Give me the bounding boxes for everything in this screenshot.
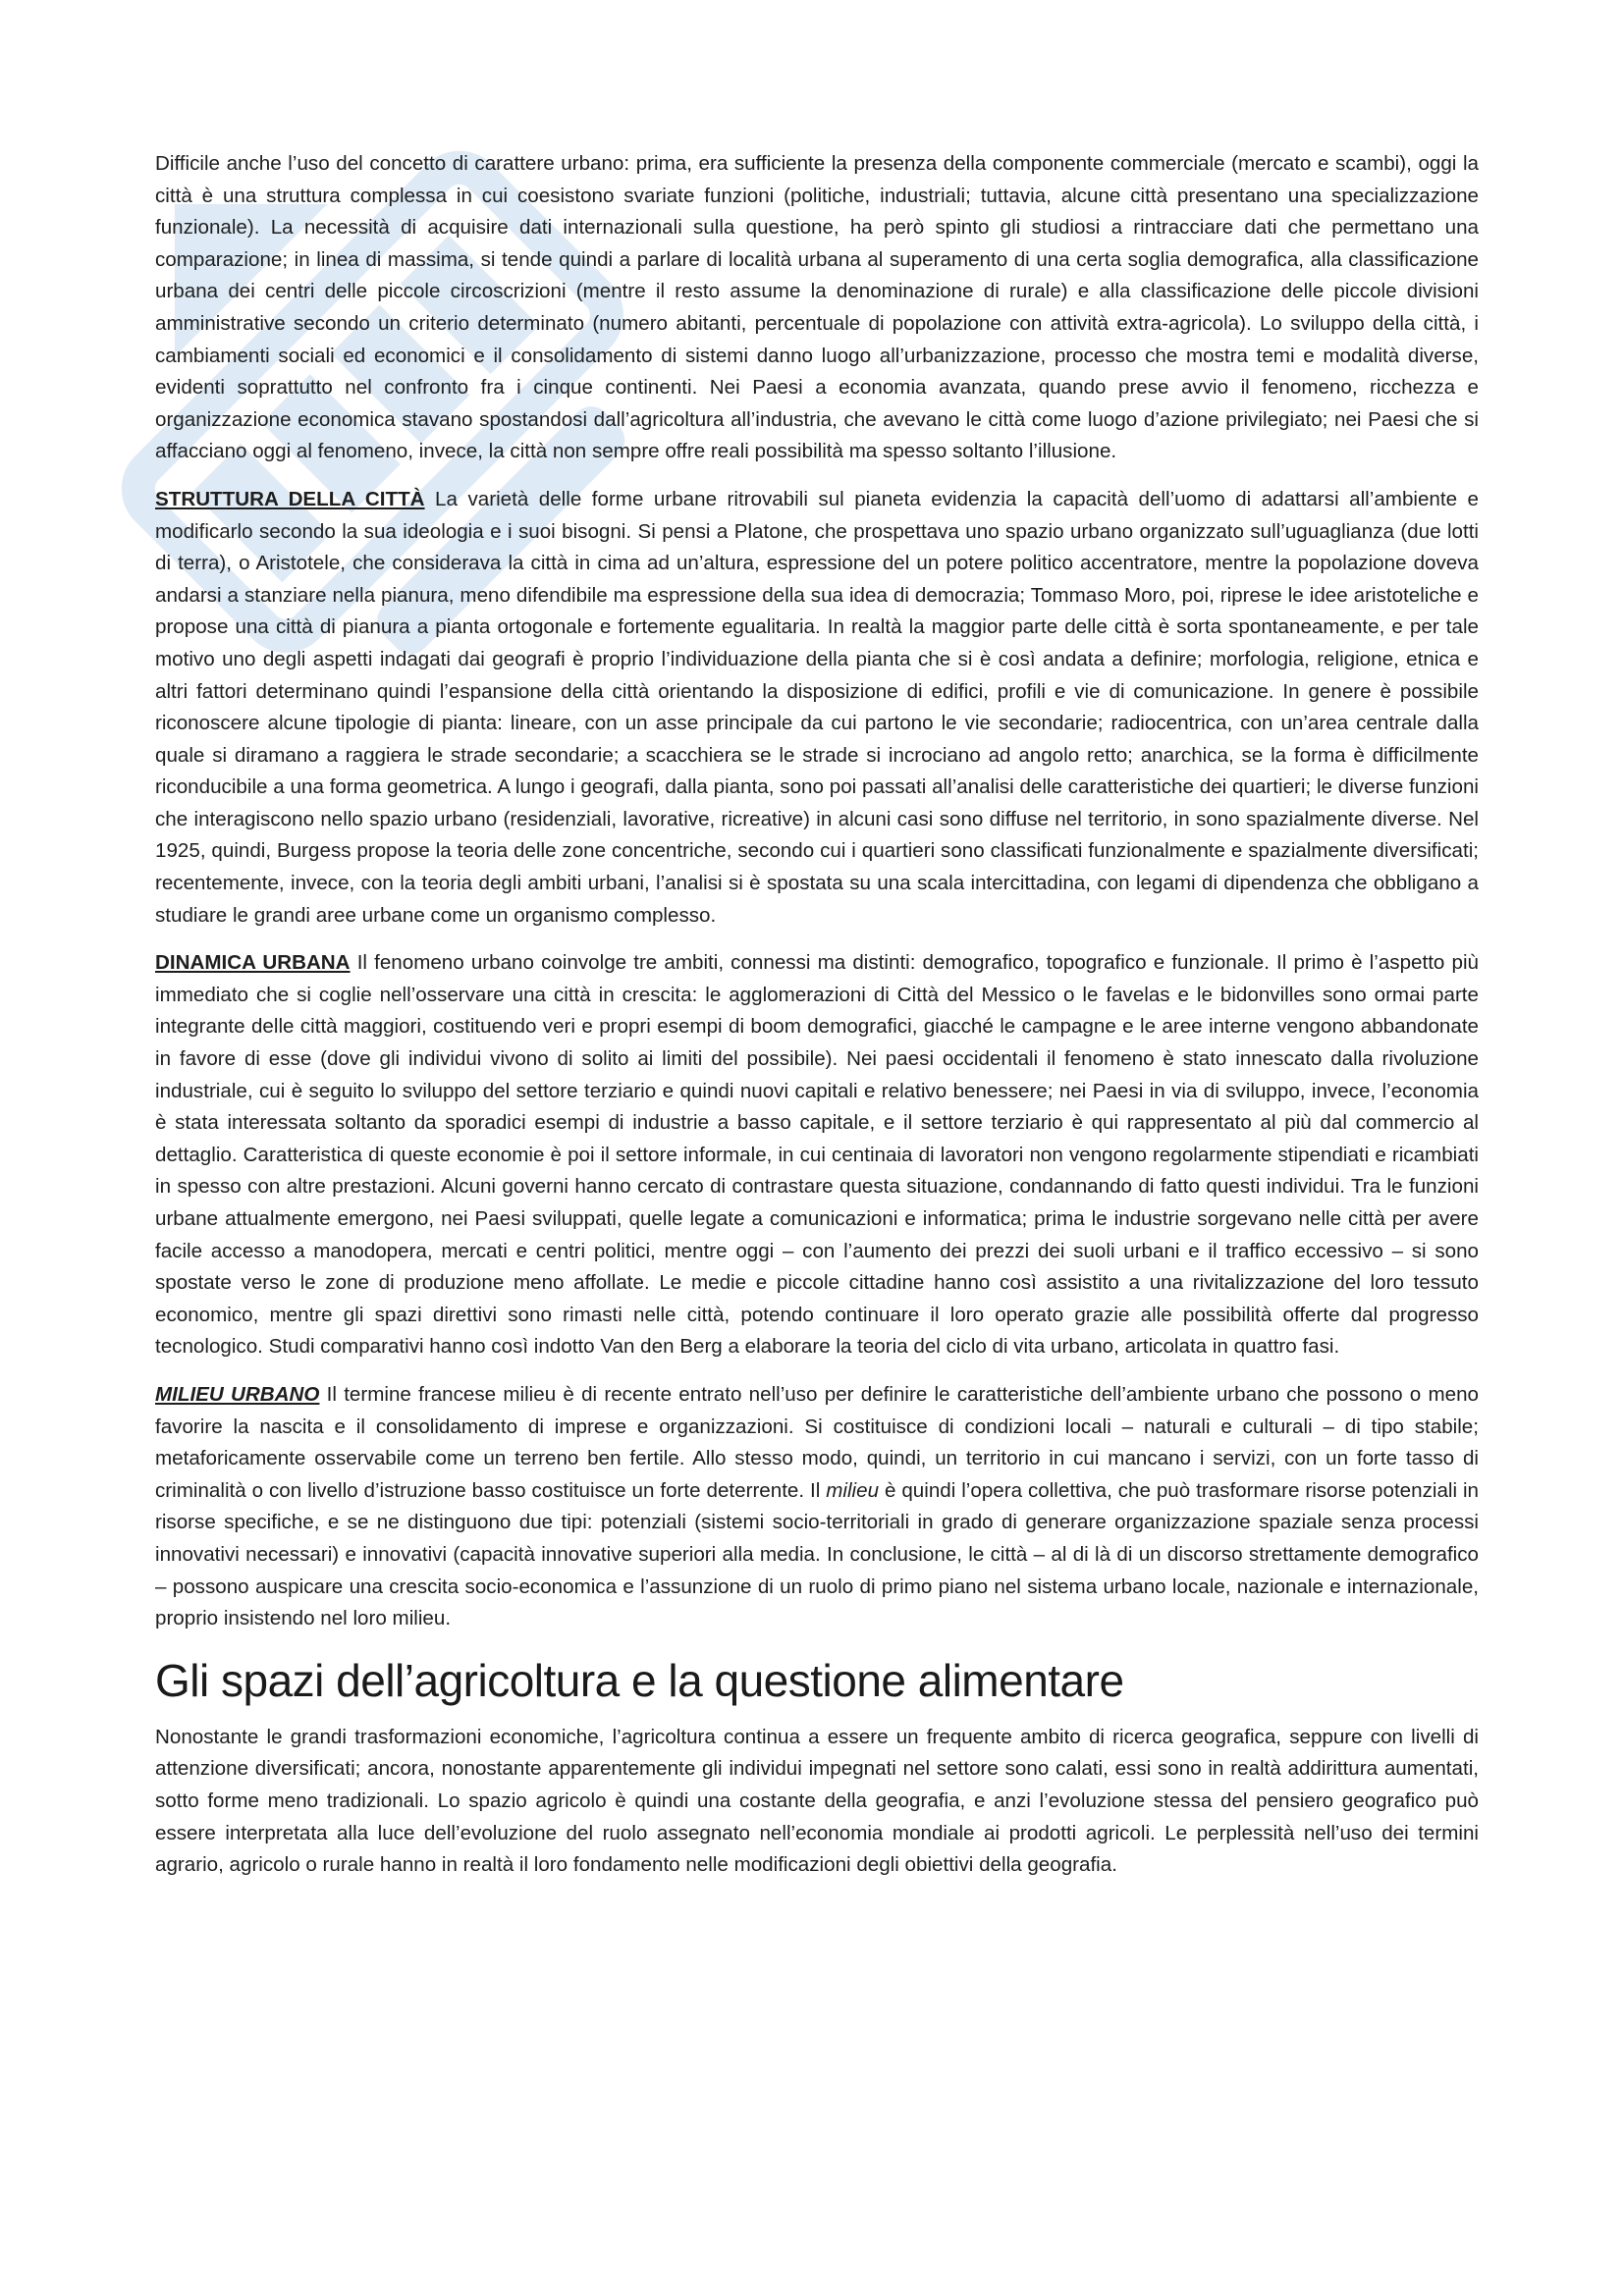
paragraph-struttura-citta — [155, 484, 1479, 932]
chapter-heading: Gli spazi dell’agricoltura e la questione alimentare — [155, 1654, 1124, 1706]
paragraph-carattere-urbano: Difficile anche l’uso del concetto di carattere urbano: prima, era sufficiente la presenza della componente commerciale (mercato e scambi), oggi la città è una struttura complessa in cui coesistono svariate funzioni (politiche, industriali; tuttavia, alcune città presentano una specializzazione funzionale). La necessità di acquisire dati internazionali sulla questione, ha però spinto gli studiosi a rintracciare dati che permettano una comparazione; in linea di massima, si tende quindi a parlare di località urbana al superamento di una certa soglia demografica, alla classificazione urbana dei centri delle piccole circoscrizioni (mentre il resto assume la denominazione di rurale) e alla classificazione delle piccole divisioni amministrative secondo un criterio determinato (numero abitanti, percentuale di popolazione con attività extra-agricola). Lo sviluppo della città, i cambiamenti sociali ed economici e il consolidamento di sistemi danno luogo all’urbanizzazione, processo che mostra temi e modalità diverse, evidenti soprattutto nel confronto fra i cinque continenti. Nei Paesi a economia avanzata, quando prese avvio il fenomeno, ricchezza e organizzazione economica stavano spostandosi dall’agricoltura all’industria, che avevano le città come luogo d’azione privilegiato; nei Paesi che si affacciano oggi al fenomeno, invece, la città non sempre offre reali possibilità ma spesso soltanto l’illusione. — [155, 152, 1479, 463]
section-heading-struttura: STRUTTURA DELLA CITTÀ — [155, 487, 425, 510]
paragraph-text: è quindi l’opera collettiva, che può trasformare risorse potenziali in risorse specifiche, e se ne distinguono due tipi: potenziali (sistemi socio-territoriali in grado di generare organizzazione spaziale senza processi innovativi necessari) e innovativi (capacità innovative superiori alla media. In conclusione, le città – al di là di un discorso strettamente demografico – possono auspicare una crescita socio-economica e l’assunzione di un ruolo di primo piano nel sistema urbano locale, nazionale e internazionale, proprio insistendo nel loro milieu. — [155, 1478, 1479, 1630]
paragraph-agricoltura: Nonostante le grandi trasformazioni economiche, l’agricoltura continua a essere un frequente ambito di ricerca geografica, seppure con livelli di attenzione diversificati; ancora, nonostante apparentemente gli individui impegnati nel settore sono calati, essi sono in realtà addirittura aumentati, sotto forme meno tradizionali. Lo spazio agricolo è quindi una costante della geografia, e anzi l’evoluzione stessa del pensiero geografico può essere interpretata alla luce dell’evoluzione del ruolo assegnato nell’economia mondiale ai prodotti agricoli. Le perplessità nell’uso dei termini agrario, agricolo o rurale hanno in realtà il loro fondamento nelle modificazioni degli obiettivi della geografia. — [155, 1725, 1479, 1877]
section-heading-milieu: MILIEU URBANO — [155, 1382, 320, 1406]
document-body — [155, 148, 1479, 1897]
paragraph-dinamica-urbana — [155, 947, 1479, 1363]
section-heading-dinamica: DINAMICA URBANA — [155, 951, 351, 975]
paragraph-text: Il termine francese milieu è di recente entrato nell’uso per definire le caratteristiche dell’ambiente urbano che possono o meno favorire la nascita e il consolidamento di imprese e organizzazioni. Si costituisce di condizioni locali – naturali e culturali – di tipo stabile; metaforicamente osservabile come un terreno ben fertile. Allo stesso modo, quindi, un territorio in cui mancano i servizi, con un forte tasso di criminalità o con livello d’istruzione basso costituisce un forte deterrente. Il — [155, 1382, 1479, 1502]
paragraph-text: Il fenomeno urbano coinvolge tre ambiti, connessi ma distinti: demografico, topografico e funzionale. Il primo è l’aspetto più immediato che si coglie nell’osservare una città in crescita: le agglomerazioni di Città del Messico o le favelas e le bidonvilles sono ormai parte integrante delle città maggiori, costituendo veri e propri esempi di boom demografici, giacché le campagne e le aree interne vengono abbandonate in favore di esse (dove gli individui vivono di solito ai limiti del possibile). Nei paesi occidentali il fenomeno è stato innescato dalla rivoluzione industriale, cui è seguito lo sviluppo del settore terziario e quindi nuovi capitali e relativo benessere; nei Paesi in via di sviluppo, invece, l’economia è stata interessata soltanto da sporadici esempi di industrie a basso capitale, e il settore terziario è qui rappresentato al più dal commercio al dettaglio. Caratteristica di queste economie è poi il settore informale, in cui centinaia di lavoratori non vengono regolarmente stipendiati e ricambiati in spesso con altre prestazioni. Alcuni governi hanno cercato di contrastare questa situazione, condannando di fatto questi individui. Tra le funzioni urbane attualmente emergono, nei Paesi sviluppati, quelle legate a comunicazioni e informatica; prima le industrie sorgevano nelle città per avere facile accesso a manodopera, mercati e centri politici, mentre oggi – con l’aumento dei prezzi dei suoli urbani e il traffico eccessivo – si sono spostate verso le zone di produzione meno affollate. Le medie e piccole cittadine hanno così assistito a una rivitalizzazione del loro tessuto economico, mentre gli spazi direttivi sono rimasti nelle città, potendo continuare il loro operato grazie alle possibilità offerte dal progresso tecnologico. Studi comparativi hanno così indotto Van den Berg a elaborare la teoria del ciclo di vita urbano, articolata in quattro fasi. — [155, 951, 1479, 1359]
paragraph-milieu-urbano — [155, 1379, 1479, 1635]
paragraph-text: La varietà delle forme urbane ritrovabili sul pianeta evidenzia la capacità dell’uomo di adattarsi all’ambiente e modificarlo secondo la sua ideologia e i suoi bisogni. Si pensi a Platone, che prospettava uno spazio urbano organizzato sull’uguaglianza (due lotti di terra), o Aristotele, che considerava la città in cima ad un’altura, espressione del un potere politico accentratore, mentre la popolazione doveva andarsi a stanziare nella pianura, meno difendibile ma espressione della sua idea di democrazia; Tommaso Moro, poi, riprese le idee aristoteliche e propose una città di pianura a pianta ortogonale e fortemente egualitaria. In realtà la maggior parte delle città è sorta spontaneamente, e per tale motivo uno degli aspetti indagati dai geografi è proprio l’individuazione della pianta che si è così andata a definire; morfologia, religione, etnica e altri fattori determinano quindi l’espansione della città orientando la disposizione di edifici, profili e vie di comunicazione. In genere è possibile riconoscere alcune tipologie di pianta: lineare, con un asse principale da cui partono le vie secondarie; radiocentrica, con un’area centrale dalla quale si diramano a raggiera le strade secondarie; a scacchiera se le strade si incrociano ad angolo retto; anarchica, se la forma è difficilmente riconducibile a una forma geometrica. A lungo i geografi, dalla pianta, sono poi passati all’analisi delle caratteristiche dei quartieri; le diverse funzioni che interagiscono nello spazio urbano (residenziali, lavorative, ricreative) in alcuni casi sono diffuse nel territorio, in sono spazialmente diverse. Nel 1925, quindi, Burgess propose la teoria delle zone concentriche, secondo cui i quartieri sono classificati funzionalmente e spazialmente diversificati; recentemente, invece, con la teoria degli ambiti urbani, l’analisi si è spostata su una scala intercittadina, con legami di dipendenza che obbligano a studiare le grandi aree urbane come un organismo complesso. — [155, 487, 1480, 927]
emphasis-milieu: milieu — [826, 1478, 880, 1502]
